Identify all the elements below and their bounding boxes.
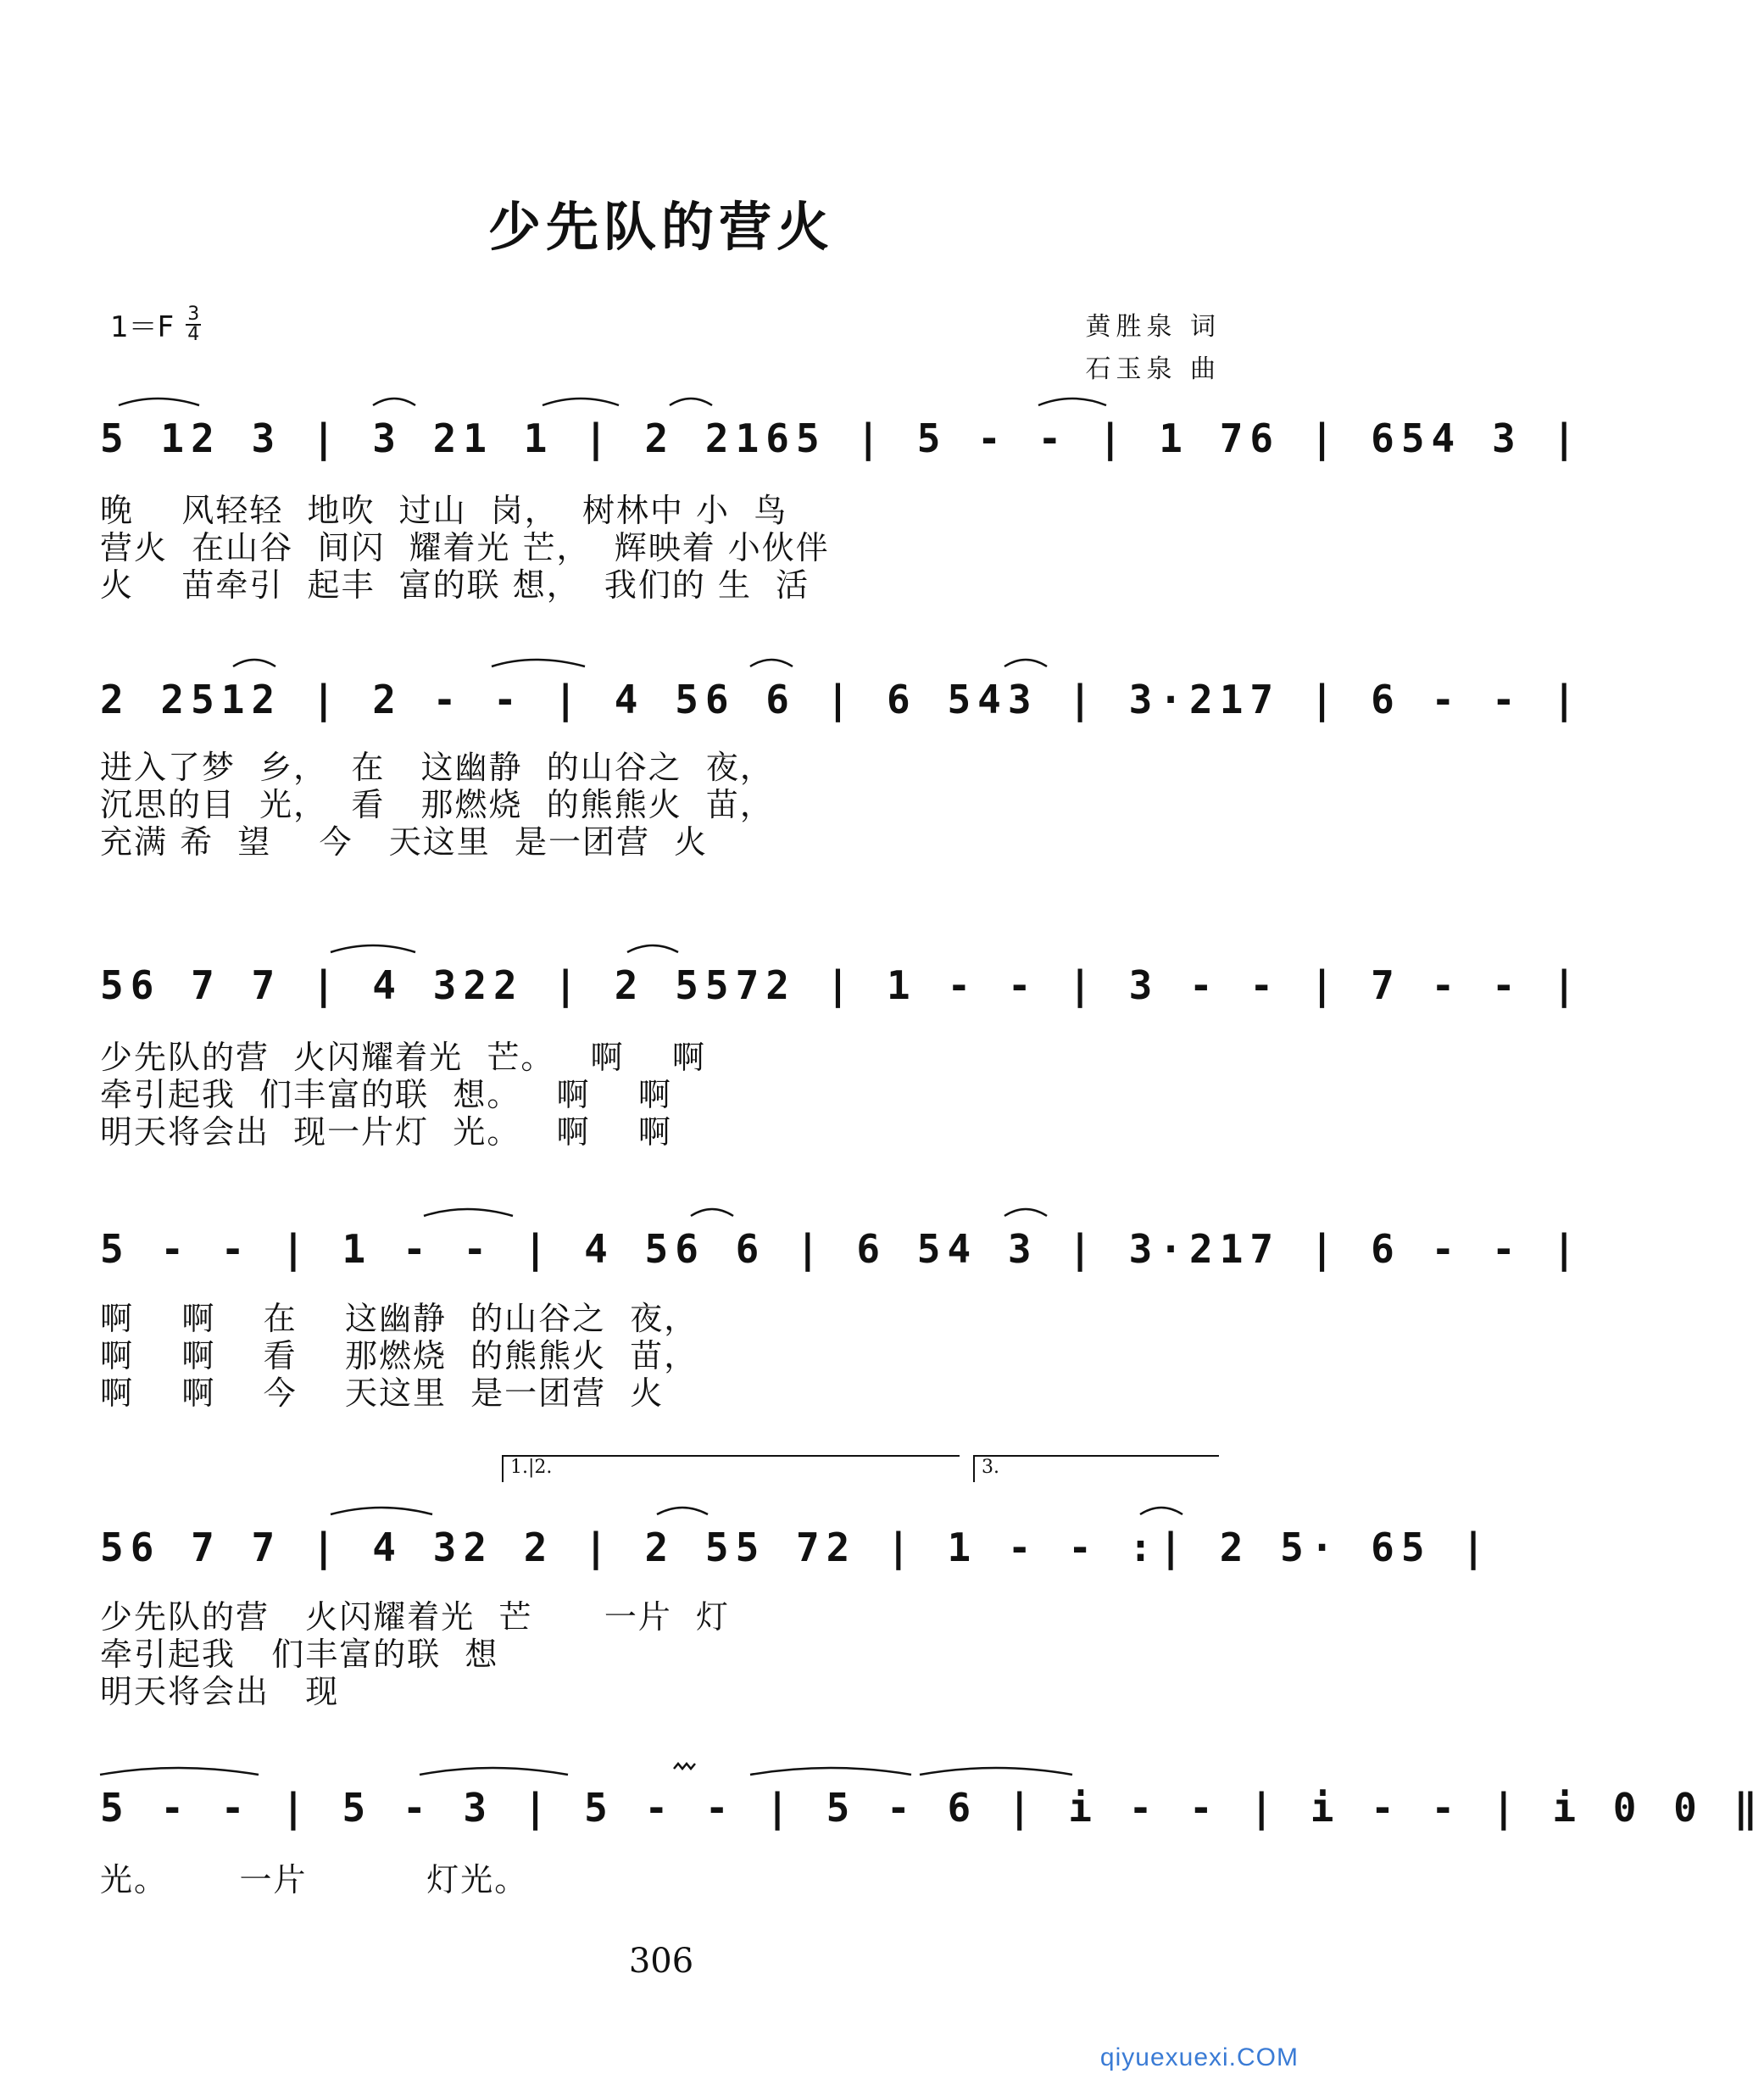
watermark-text: qiyuexuexi.COM (1099, 2043, 1299, 2071)
page-number: 306 (628, 1942, 694, 1981)
time-denominator: 4 (187, 323, 200, 345)
key-label: 1＝F (110, 310, 175, 344)
lyric-line-4-3: 啊 啊 今 天这里 是一团营 火 (100, 1374, 665, 1412)
lyric-line-1-2: 营火 在山谷 间闪 耀着光 芒， 辉映着 小伙伴 (100, 529, 830, 566)
lyric-line-1-1: 晚 风轻轻 地吹 过山 岗， 树林中 小 鸟 (100, 492, 788, 529)
lyric-line-1-3: 火 苗牵引 起丰 富的联 想， 我们的 生 活 (100, 566, 810, 604)
volta-bracket-1: 1.|2. (502, 1455, 960, 1482)
lyricist-credit: 黄胜泉 词 (1085, 312, 1221, 342)
lyric-line-2-2: 沉思的目 光， 看 那燃烧 的熊熊火 苗， (100, 786, 774, 823)
lyric-line-4-2: 啊 啊 看 那燃烧 的熊熊火 苗， (100, 1337, 698, 1374)
lyric-line-5-3: 明天将会出 现 (100, 1673, 340, 1710)
key-signature (110, 304, 201, 345)
notation-line-2: 2 2512 | 2 - - | 4 56 6 | 6 543 | 3·217 | 6 - - | (100, 677, 1583, 722)
lyric-line-5-2: 牵引起我 们丰富的联 想 (100, 1636, 499, 1673)
notation-line-4: 5 - - | 1 - - | 4 56 6 | 6 54 3 | 3·217 | 6 - - | (100, 1226, 1583, 1272)
song-title: 少先队的营火 (487, 196, 834, 258)
lyric-line-4-1: 啊 啊 在 这幽静 的山谷之 夜， (100, 1300, 698, 1337)
notation-line-1: 5 12 3 | 3 21 1 | 2 2165 | 5 - - | 1 76 | 654 3 | (100, 415, 1583, 461)
fermata-trill (674, 1764, 695, 1769)
notation-line-5: 56 7 7 | 4 32 2 | 2 55 72 | 1 - - :| 2 5· 65 | (100, 1525, 1492, 1570)
lyric-line-2-3: 充满 希 望 今 天这里 是一团营 火 (100, 823, 709, 861)
volta-bracket-2: 3. (973, 1455, 1219, 1482)
composer-credit: 石玉泉 曲 (1085, 354, 1221, 384)
time-numerator: 3 (187, 303, 200, 325)
lyric-line-5-1: 少先队的营 火闪耀着光 芒 一片 灯 (100, 1598, 731, 1636)
lyric-line-2-1: 进入了梦 乡， 在 这幽静 的山谷之 夜， (100, 749, 774, 786)
lyric-line-3-2: 牵引起我 们丰富的联 想。 啊 啊 (100, 1076, 672, 1113)
notation-line-3: 56 7 7 | 4 322 | 2 5572 | 1 - - | 3 - - | 7 - - | (100, 962, 1583, 1008)
lyric-line-3-3: 明天将会出 现一片灯 光。 啊 啊 (100, 1113, 672, 1151)
notation-line-6: 5 - - | 5 - 3 | 5 - - | 5 - 6 | i - - | i - - | i 0 0 ‖ (100, 1785, 1764, 1831)
lyric-line-6-1: 光。 一片 灯光。 (100, 1861, 529, 1898)
time-signature (186, 305, 201, 344)
lyric-line-3-1: 少先队的营 火闪耀着光 芒。 啊 啊 (100, 1039, 706, 1076)
